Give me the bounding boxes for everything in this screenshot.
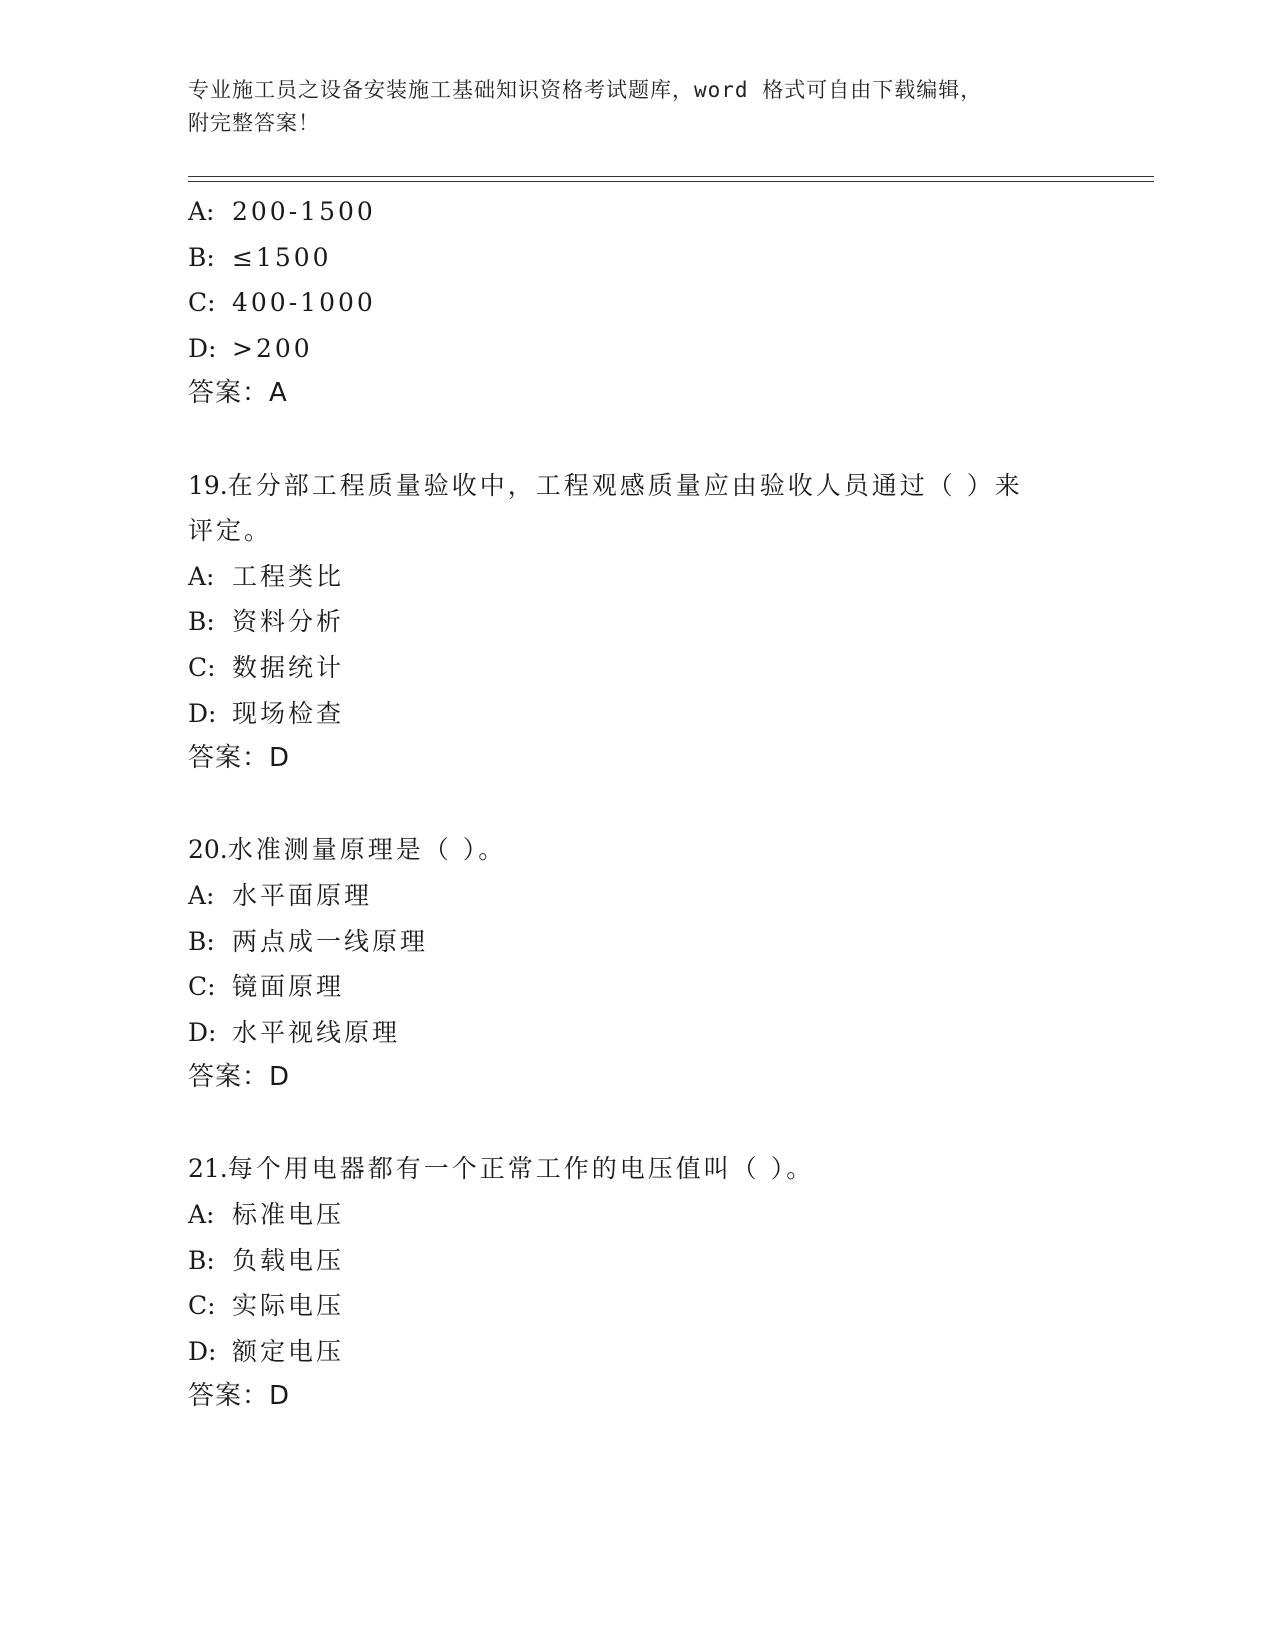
question-number: 21.: [188, 1154, 228, 1184]
option-b: [188, 1238, 1088, 1284]
question-stem: [188, 463, 1088, 509]
question-number: 19.: [188, 470, 228, 500]
question-stem: [188, 1146, 1088, 1192]
option-text: 两点成一线原理: [232, 926, 429, 956]
option-text: 标准电压: [232, 1200, 345, 1230]
option-text: 400-1000: [232, 288, 376, 318]
option-letter: B:: [188, 607, 215, 637]
question-20-block: [188, 827, 1088, 1101]
option-letter: B:: [188, 926, 215, 956]
option-text: 水平面原理: [232, 880, 373, 910]
header-line-1: 专业施工员之设备安装施工基础知识资格考试题库，word 格式可自由下载编辑，: [188, 78, 983, 102]
option-c: [188, 645, 1088, 691]
option-a: [188, 554, 1088, 600]
option-letter: A:: [188, 197, 215, 226]
question-stem: [188, 827, 1088, 873]
option-d: [188, 1010, 1088, 1056]
option-d: [188, 691, 1088, 737]
question-21-block: [188, 1146, 1088, 1420]
option-letter: B:: [188, 242, 215, 272]
prev-question-block: [188, 189, 1088, 417]
option-text: 工程类比: [232, 561, 345, 591]
option-b: [188, 235, 1088, 281]
question-text: 水准测量原理是（ ）。: [227, 835, 507, 865]
option-c: [188, 280, 1088, 326]
header-divider-top: [188, 176, 1154, 177]
option-d: [188, 326, 1088, 372]
option-text: 现场检查: [232, 698, 345, 728]
option-text: 负载电压: [232, 1245, 345, 1275]
option-letter: B:: [188, 1245, 215, 1275]
option-text: ≤1500: [232, 242, 332, 272]
answer-line: 答案：D: [188, 743, 291, 774]
option-b: [188, 599, 1088, 645]
option-text: >200: [232, 333, 313, 363]
header-divider-bottom: [188, 181, 1154, 182]
option-letter: C:: [188, 1291, 216, 1321]
option-letter: A:: [188, 1200, 215, 1230]
option-b: [188, 919, 1088, 965]
option-text: 额定电压: [232, 1336, 345, 1366]
option-letter: A:: [188, 880, 215, 910]
document-header: [188, 74, 1068, 140]
option-letter: D:: [188, 1336, 217, 1366]
option-a: [188, 873, 1088, 919]
question-text: 在分部工程质量验收中，工程观感质量应由验收人员通过（ ）来: [227, 470, 1023, 500]
option-letter: D:: [188, 698, 217, 728]
option-text: 资料分析: [232, 607, 345, 637]
option-c: [188, 964, 1088, 1010]
option-a: [188, 1192, 1088, 1238]
spacer: [188, 782, 1088, 828]
spacer: [188, 1101, 1088, 1147]
question-19-block: [188, 463, 1088, 782]
option-letter: D:: [188, 1017, 217, 1047]
question-number: 20.: [188, 835, 228, 865]
question-content: [188, 189, 1088, 1420]
option-text: 数据统计: [232, 652, 345, 682]
option-text: 水平视线原理: [232, 1017, 401, 1047]
option-letter: C:: [188, 972, 216, 1002]
option-letter: C:: [188, 288, 216, 318]
question-stem-continued: 评定。: [188, 516, 273, 546]
option-letter: A:: [188, 561, 215, 591]
option-letter: C:: [188, 652, 216, 682]
option-d: [188, 1329, 1088, 1375]
spacer: [188, 417, 1088, 463]
option-text: 200-1500: [232, 197, 376, 226]
question-text: 每个用电器都有一个正常工作的电压值叫（ ）。: [227, 1154, 815, 1184]
option-c: [188, 1283, 1088, 1329]
header-line-2: 附完整答案！: [188, 111, 320, 135]
option-a: [188, 189, 1088, 235]
option-letter: D:: [188, 333, 217, 363]
answer-line: 答案：A: [188, 378, 288, 409]
option-text: 实际电压: [232, 1291, 345, 1321]
answer-line: 答案：D: [188, 1062, 291, 1093]
option-text: 镜面原理: [232, 972, 345, 1002]
answer-line: 答案：D: [188, 1381, 291, 1412]
